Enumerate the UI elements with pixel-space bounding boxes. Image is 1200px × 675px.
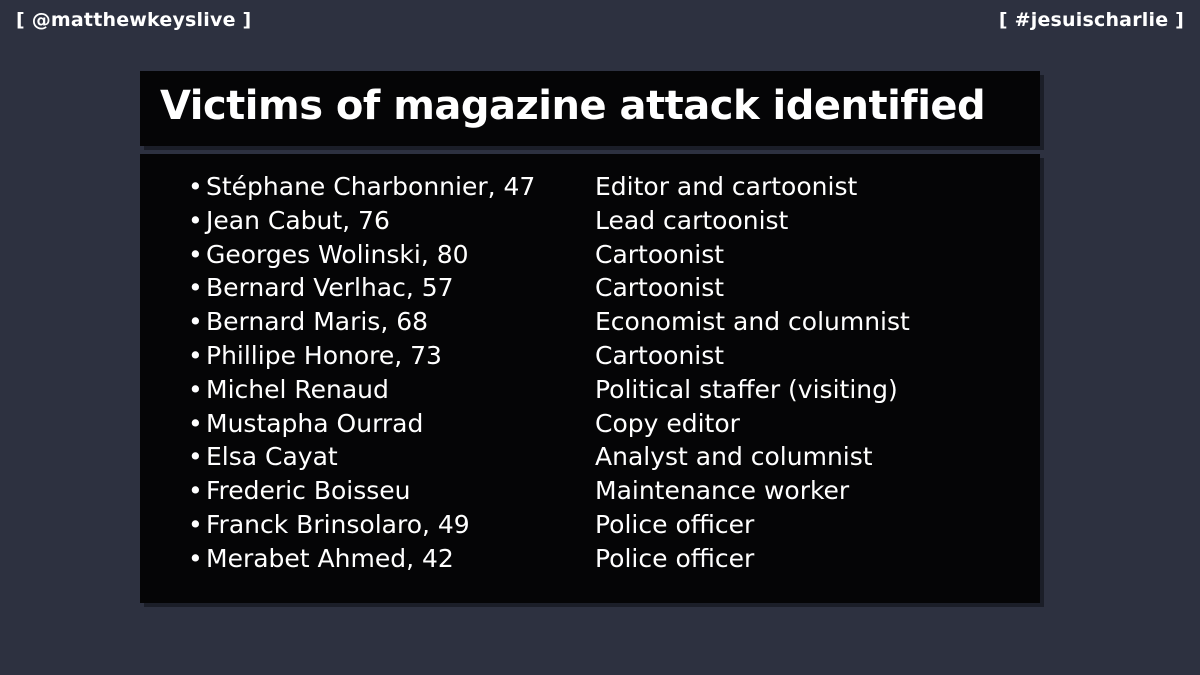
victim-role: Political staffer (visiting) [595, 374, 898, 404]
bullet: • [188, 307, 203, 337]
victim-name: Merabet Ahmed, 42 [206, 543, 454, 573]
bullet: • [188, 273, 203, 303]
page-title: Victims of magazine attack identified [160, 82, 986, 129]
victim-role: Cartoonist [595, 340, 725, 370]
victim-name: Bernard Maris, 68 [206, 307, 429, 337]
bullet: • [188, 509, 203, 539]
list-item [140, 305, 1040, 339]
list-item [140, 440, 1040, 474]
list-item [140, 373, 1040, 407]
victim-name: Bernard Verlhac, 57 [206, 273, 454, 303]
victim-role: Lead cartoonist [595, 205, 789, 235]
bullet: • [188, 205, 203, 235]
bullet: • [188, 172, 203, 201]
victim-name: Georges Wolinski, 80 [206, 239, 469, 269]
victims-list-panel [140, 154, 1040, 603]
victim-name: Franck Brinsolaro, 49 [206, 509, 470, 539]
list-item [140, 238, 1040, 272]
victim-role: Police officer [595, 509, 755, 539]
list-item [140, 339, 1040, 373]
victim-name: Michel Renaud [206, 374, 389, 404]
bullet: • [188, 442, 203, 472]
bullet: • [188, 374, 203, 404]
list-item [140, 542, 1040, 576]
victim-name: Frederic Boisseu [206, 476, 411, 506]
victim-role: Editor and cartoonist [595, 172, 858, 201]
bullet: • [188, 408, 203, 438]
victim-role: Economist and columnist [595, 307, 910, 337]
victim-role: Police officer [595, 543, 755, 573]
author-handle-tag: [ @matthewkeyslive ] [16, 9, 252, 31]
hashtag-tag: [ #jesuischarlie ] [998, 9, 1184, 31]
bullet: • [188, 340, 203, 370]
victim-role: Analyst and columnist [595, 442, 873, 472]
list-item [140, 170, 1040, 204]
victim-name: Elsa Cayat [206, 442, 338, 472]
victim-name: Stéphane Charbonnier, 47 [206, 172, 536, 201]
bullet: • [188, 239, 203, 269]
list-item [140, 508, 1040, 542]
victim-name: Phillipe Honore, 73 [206, 340, 442, 370]
victim-role: Cartoonist [595, 239, 725, 269]
list-item [140, 474, 1040, 508]
list-item [140, 204, 1040, 238]
victim-name: Mustapha Ourrad [206, 408, 424, 438]
bullet: • [188, 543, 203, 573]
victim-role: Maintenance worker [595, 476, 850, 506]
victim-role: Cartoonist [595, 273, 725, 303]
list-item [140, 271, 1040, 305]
victim-role: Copy editor [595, 408, 740, 438]
bullet: • [188, 476, 203, 506]
victim-name: Jean Cabut, 76 [206, 205, 390, 235]
list-item [140, 407, 1040, 441]
title-panel [140, 71, 1040, 146]
